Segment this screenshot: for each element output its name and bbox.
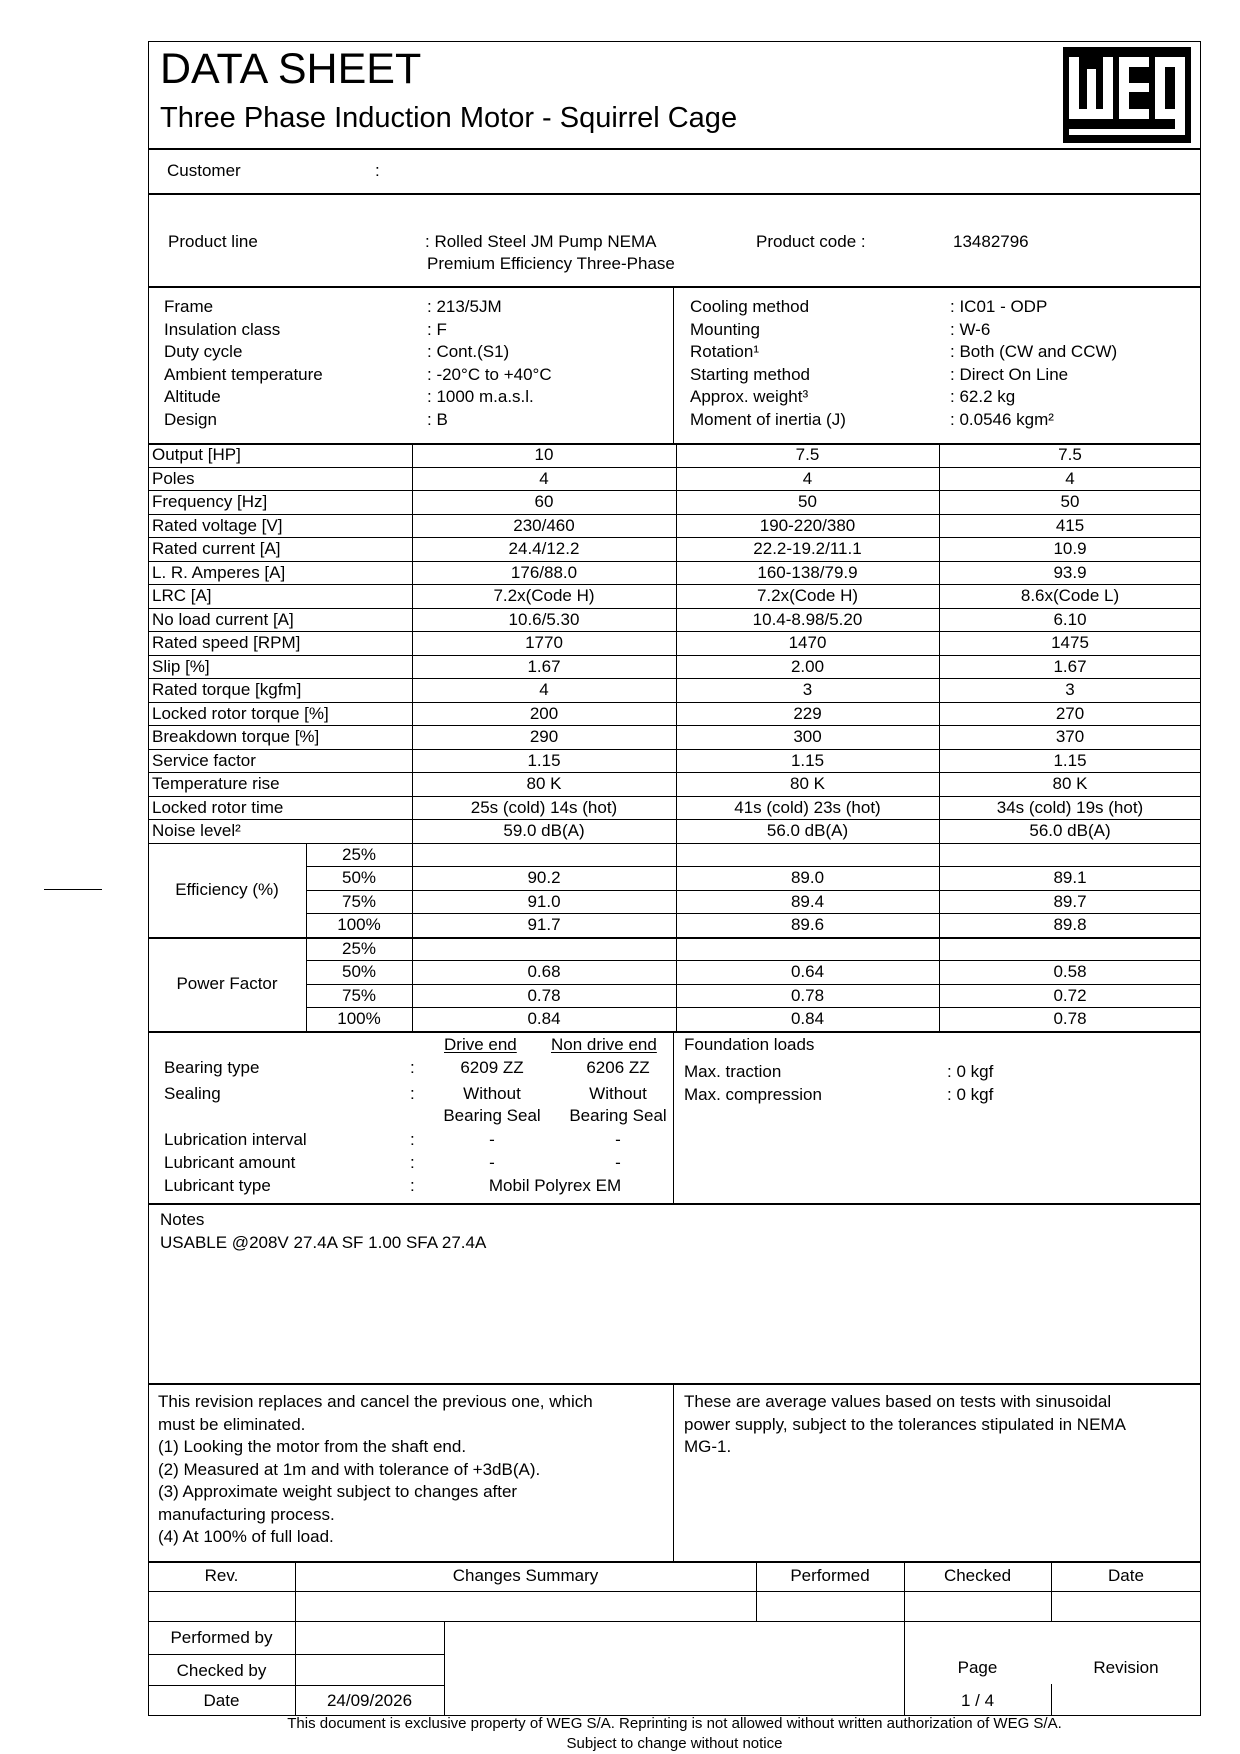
page-value: 1 / 4	[960, 1691, 995, 1710]
param-value: 93.9	[1053, 562, 1087, 582]
efficiency-value: 91.7	[527, 915, 561, 934]
footer-copyright: This document is exclusive property of WEG S/A. Reprinting is not allowed without written authorization of WEG S/A.	[287, 1715, 1062, 1732]
row-divider	[148, 608, 1201, 609]
param-label: Output [HP]	[152, 445, 241, 464]
spec-value: : 213/5JM	[427, 297, 502, 316]
param-value: 190-220/380	[759, 515, 856, 535]
notes-title: Notes	[160, 1210, 205, 1229]
param-value: 1.15	[527, 750, 561, 770]
param-value: 270	[1055, 703, 1085, 723]
param-value: 2.00	[790, 656, 825, 676]
non-drive-end-header: Non drive end	[551, 1035, 657, 1054]
param-label: Poles	[152, 468, 195, 488]
spec-label: Cooling method	[690, 297, 810, 316]
row-divider	[148, 467, 1201, 468]
param-value: 7.2x(Code H)	[756, 586, 859, 605]
efficiency-value: 91.0	[527, 891, 561, 911]
spec-label: Insulation class	[164, 319, 281, 339]
power-factor-value: 0.78	[790, 985, 825, 1005]
power-factor-value: 0.72	[1053, 985, 1087, 1005]
row-divider	[148, 561, 1201, 562]
row-divider	[148, 749, 1201, 750]
date-header: Date	[1108, 1566, 1144, 1585]
param-label: Frequency [Hz]	[152, 492, 268, 511]
lub-interval-nde: -	[615, 1130, 621, 1149]
spec-label: Starting method	[690, 364, 811, 384]
row-divider	[148, 490, 1201, 491]
lub-type-value: Mobil Polyrex EM	[488, 1176, 622, 1195]
lub-interval-de: -	[489, 1130, 495, 1149]
lub-interval-label: Lubrication interval	[164, 1130, 307, 1149]
load-percent: 50%	[341, 962, 377, 981]
lub-interval-sep: :	[410, 1130, 415, 1149]
param-value: 34s (cold) 19s (hot)	[996, 797, 1144, 817]
spec-label: Frame	[164, 297, 214, 316]
spec-value: : Both (CW and CCW)	[950, 342, 1118, 361]
product-line-value-2: Premium Efficiency Three-Phase	[427, 254, 675, 273]
efficiency-value: 89.7	[1053, 891, 1087, 911]
param-value: 1.15	[790, 750, 825, 770]
bearing-type-label: Bearing type	[164, 1058, 260, 1077]
param-value: 415	[1055, 515, 1085, 535]
param-value: 7.2x(Code H)	[493, 586, 595, 605]
footnote-line: must be eliminated.	[158, 1414, 306, 1434]
power-factor-label: Power Factor	[176, 973, 278, 993]
power-factor-value: 0.68	[527, 962, 561, 981]
load-percent: 75%	[341, 891, 377, 911]
param-value: 24.4/12.2	[508, 539, 580, 558]
seal-nde-2: Bearing Seal	[569, 1106, 667, 1125]
param-label: No load current [A]	[152, 609, 294, 629]
param-value: 56.0 dB(A)	[766, 821, 849, 840]
footnote-line: (1) Looking the motor from the shaft end.	[158, 1437, 467, 1456]
param-value: 1.67	[1053, 656, 1087, 676]
bearing-de: 6209 ZZ	[460, 1058, 524, 1077]
spec-value: : 62.2 kg	[950, 387, 1016, 406]
product-line-value: : Rolled Steel JM Pump NEMA	[425, 232, 657, 251]
drive-end-header: Drive end	[444, 1035, 517, 1054]
bearing-nde: 6206 ZZ	[586, 1058, 650, 1077]
row-divider	[148, 584, 1201, 585]
param-value: 200	[529, 703, 559, 723]
row-divider	[148, 678, 1201, 679]
lub-type-label: Lubricant type	[164, 1176, 271, 1195]
seal-de-2: Bearing Seal	[443, 1106, 541, 1125]
param-value: 10.9	[1053, 539, 1087, 558]
row-divider	[306, 913, 1201, 914]
param-value: 10	[534, 445, 554, 464]
notes-text: USABLE @208V 27.4A SF 1.00 SFA 27.4A	[160, 1233, 487, 1252]
load-percent: 100%	[337, 1009, 381, 1028]
footnote-line: (2) Measured at 1m and with tolerance of +3dB(A).	[158, 1459, 541, 1479]
row-divider	[148, 796, 1201, 797]
performed-header: Performed	[790, 1566, 870, 1585]
changes-summary-header: Changes Summary	[452, 1566, 599, 1585]
power-factor-value: 0.58	[1053, 962, 1087, 981]
param-value: 3	[1065, 680, 1075, 699]
customer-label: Customer	[167, 161, 241, 180]
param-value: 230/460	[513, 515, 575, 535]
param-value: 6.10	[1053, 609, 1087, 629]
efficiency-label: Efficiency (%)	[175, 879, 279, 899]
row-divider	[148, 772, 1201, 773]
revision-label: Revision	[1093, 1658, 1159, 1677]
row-divider	[306, 960, 1201, 961]
param-value: 370	[1055, 727, 1085, 746]
checked-by-label: Checked by	[176, 1661, 267, 1680]
footnote-line: power supply, subject to the tolerances stipulated in NEMA	[684, 1414, 1126, 1434]
footnote-line: (4) At 100% of full load.	[158, 1527, 334, 1546]
product-code-value: 13482796	[953, 232, 1029, 251]
param-label: Slip [%]	[152, 656, 210, 676]
param-value: 290	[529, 727, 559, 746]
load-percent: 25%	[341, 844, 377, 864]
row-divider	[148, 725, 1201, 726]
row-divider	[148, 537, 1201, 538]
spec-value: : Cont.(S1)	[427, 342, 510, 361]
row-divider	[148, 514, 1201, 515]
margin-mark	[44, 889, 102, 890]
performed-by-label: Performed by	[170, 1628, 273, 1647]
param-label: Locked rotor torque [%]	[152, 703, 329, 723]
load-percent: 100%	[337, 915, 381, 934]
footnote-line: manufacturing process.	[158, 1504, 335, 1524]
spec-label: Duty cycle	[164, 342, 243, 361]
param-value: 1475	[1051, 633, 1089, 652]
param-value: 50	[798, 492, 817, 511]
rev-header: Rev.	[204, 1566, 239, 1585]
param-value: 80 K	[790, 774, 825, 793]
load-percent: 75%	[341, 985, 377, 1005]
power-factor-value: 0.78	[527, 985, 561, 1005]
customer-sep: :	[375, 161, 380, 180]
param-label: LRC [A]	[152, 586, 212, 605]
max-compression-value: : 0 kgf	[947, 1085, 994, 1104]
seal-de-1: Without	[463, 1084, 521, 1103]
param-label: Rated speed [RPM]	[152, 633, 301, 652]
spec-label: Mounting	[690, 319, 760, 339]
row-divider	[306, 866, 1201, 867]
row-divider	[148, 702, 1201, 703]
spec-label: Altitude	[164, 387, 221, 406]
row-divider	[148, 655, 1201, 656]
param-label: Rated current [A]	[152, 539, 281, 558]
param-value: 7.5	[795, 445, 820, 464]
spec-value: : B	[427, 409, 448, 429]
page-subtitle: Three Phase Induction Motor - Squirrel Cage	[160, 102, 738, 134]
spec-label: Approx. weight³	[690, 387, 809, 406]
param-value: 300	[793, 727, 822, 746]
product-line-label: Product line	[168, 232, 258, 251]
power-factor-value: 0.78	[1053, 1009, 1087, 1028]
param-value: 10.4-8.98/5.20	[752, 609, 863, 629]
efficiency-value: 89.4	[790, 891, 825, 911]
param-label: Service factor	[152, 750, 256, 770]
row-divider	[148, 1031, 1201, 1033]
param-label: Rated torque [kgfm]	[152, 680, 302, 699]
row-divider	[148, 631, 1201, 632]
efficiency-value: 89.0	[790, 868, 825, 887]
spec-value: : W-6	[950, 319, 991, 339]
param-value: 7.5	[1058, 445, 1082, 464]
param-value: 60	[534, 492, 554, 511]
date-value: 24/09/2026	[326, 1691, 413, 1710]
efficiency-value: 89.1	[1053, 868, 1087, 887]
bearing-type-sep: :	[410, 1058, 415, 1077]
param-value: 56.0 dB(A)	[1029, 821, 1111, 840]
spec-value: : -20°C to +40°C	[427, 364, 552, 384]
page-label: Page	[957, 1658, 998, 1677]
footnote-line: This revision replaces and cancel the previous one, which	[158, 1392, 593, 1411]
checked-header: Checked	[943, 1566, 1012, 1585]
param-label: Breakdown torque [%]	[152, 727, 320, 746]
param-value: 1770	[525, 633, 563, 652]
efficiency-value: 90.2	[527, 868, 561, 887]
spec-value: : IC01 - ODP	[950, 297, 1048, 316]
spec-value: : 1000 m.a.s.l.	[427, 387, 534, 406]
spec-label: Rotation¹	[690, 342, 759, 361]
param-value: 1.67	[527, 656, 561, 676]
row-divider	[306, 890, 1201, 891]
load-percent: 25%	[341, 938, 377, 958]
max-traction-value: : 0 kgf	[947, 1062, 994, 1081]
param-value: 4	[802, 468, 813, 488]
lub-type-sep: :	[410, 1176, 415, 1195]
param-value: 59.0 dB(A)	[503, 821, 585, 840]
load-percent: 50%	[341, 868, 377, 887]
param-label: Locked rotor time	[152, 797, 284, 817]
spec-label: Ambient temperature	[164, 364, 323, 384]
param-value: 160-138/79.9	[757, 562, 858, 582]
param-value: 22.2-19.2/11.1	[753, 539, 862, 558]
row-divider	[148, 819, 1201, 820]
param-label: Temperature rise	[152, 774, 280, 793]
seal-nde-1: Without	[589, 1084, 647, 1103]
spec-value: : Direct On Line	[950, 364, 1069, 384]
efficiency-value: 89.8	[1053, 915, 1087, 934]
param-value: 50	[1060, 492, 1080, 511]
param-label: L. R. Amperes [A]	[152, 562, 286, 582]
param-value: 10.6/5.30	[508, 609, 580, 629]
efficiency-value: 89.6	[790, 915, 825, 934]
param-value: 80 K	[526, 774, 562, 793]
param-value: 4	[539, 468, 549, 488]
page-title: DATA SHEET	[160, 45, 422, 93]
param-label: Rated voltage [V]	[152, 515, 283, 535]
param-value: 176/88.0	[510, 562, 578, 582]
date-label: Date	[203, 1691, 240, 1710]
foundation-title: Foundation loads	[684, 1035, 815, 1054]
footnote-line: These are average values based on tests with sinusoidal	[684, 1392, 1112, 1411]
param-value: 3	[802, 680, 813, 699]
product-code-label: Product code :	[756, 232, 866, 251]
spec-label: Design	[164, 409, 217, 429]
param-value: 229	[793, 703, 822, 723]
lub-amount-sep: :	[410, 1153, 415, 1172]
lub-amount-label: Lubricant amount	[164, 1153, 296, 1172]
power-factor-value: 0.84	[527, 1009, 561, 1028]
footer-notice: Subject to change without notice	[566, 1735, 783, 1752]
max-traction-label: Max. traction	[684, 1062, 782, 1081]
param-value: 4	[1065, 468, 1075, 488]
param-value: 4	[539, 680, 549, 699]
spec-value: : 0.0546 kgm²	[950, 409, 1054, 429]
param-value: 8.6x(Code L)	[1020, 586, 1120, 605]
param-value: 80 K	[1052, 774, 1088, 793]
param-label: Noise level²	[152, 821, 241, 840]
param-value: 25s (cold) 14s (hot)	[470, 797, 618, 817]
sealing-label: Sealing	[164, 1084, 221, 1103]
spec-label: Moment of inertia (J)	[690, 409, 846, 429]
max-compression-label: Max. compression	[684, 1085, 822, 1104]
row-divider	[306, 984, 1201, 985]
weg-logo	[1063, 47, 1191, 143]
footnote-line: MG-1.	[684, 1437, 732, 1456]
footnote-line: (3) Approximate weight subject to changes after	[158, 1482, 518, 1501]
param-value: 1470	[788, 633, 827, 652]
row-divider	[306, 1007, 1201, 1008]
sealing-sep: :	[410, 1084, 415, 1103]
spec-value: : F	[427, 319, 447, 339]
power-factor-value: 0.64	[790, 962, 825, 981]
lub-amount-nde: -	[615, 1153, 621, 1172]
param-value: 41s (cold) 23s (hot)	[734, 797, 881, 817]
param-value: 1.15	[1053, 750, 1087, 770]
power-factor-value: 0.84	[790, 1009, 825, 1028]
lub-amount-de: -	[489, 1153, 495, 1172]
